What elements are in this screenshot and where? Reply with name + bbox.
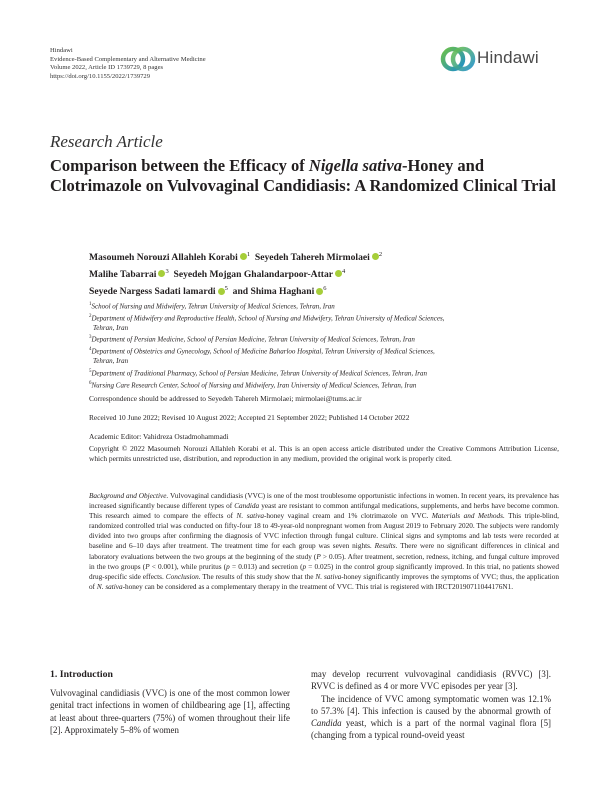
affiliation-item: $^4$Department of Obstetrics and Gynecology, School of Medicine Baharloo Hospital, Tehran University of Medical Sciences, Tehran, Iran (89, 347, 435, 366)
intro-right-column (311, 668, 551, 742)
article-type: Research Article (50, 132, 163, 151)
author-name[interactable]: Shima Haghani (250, 286, 315, 298)
journal-name: Evidence-Based Complementary and Alternative Medicine (50, 55, 206, 63)
publication-dates: Received 10 June 2022; Revised 10 August 2022; Accepted 21 September 2022; Published 14 October 2022 (89, 413, 410, 422)
author-name[interactable]: Seyedeh Mojgan Ghalandarpoor-Attar (173, 269, 334, 281)
hindawi-logo-text: Hindawi (477, 48, 539, 67)
hindawi-logo-icon (440, 44, 476, 74)
author-name[interactable]: Seyedeh Tahereh Mirmolaei (254, 252, 370, 264)
publisher-name: Hindawi (50, 47, 73, 54)
article-title: Comparison between the Efficacy of Nigella sativa-Honey and Clotrimazole on Vulvovaginal Candidiasis: A Randomized Clinical Trial (50, 156, 556, 195)
journal-header (50, 47, 206, 81)
orcid-icon[interactable] (335, 270, 342, 277)
intro-left-column: Vulvovaginal candidiasis (VVC) is one of the most common lower genital tract infections in women of childbearing age [1], affecting at least about three-quarters (75%) of women throughout their life [2]. Approximately 5–8% of women (50, 688, 290, 735)
volume-info: Volume 2022, Article ID 1739729, 8 pages (50, 64, 164, 72)
affiliation-item: $^5$Department of Traditional Pharmacy, School of Persian Medicine, Tehran University of Medical Sciences, Tehran, Iran (89, 368, 427, 378)
academic-editor: Academic Editor: Vahidreza Ostadmohammadi (89, 432, 229, 441)
affiliation-item: $^3$Department of Persian Medicine, School of Persian Medicine, Tehran University of Medical Sciences, Tehran, Iran (89, 335, 415, 344)
doi-link[interactable]: https://doi.org/10.1155/2022/1739729 (50, 72, 151, 80)
author-name[interactable]: Masoumeh Norouzi Allahleh Korabi (89, 252, 238, 264)
orcid-icon[interactable] (218, 288, 225, 295)
affiliation-item: $^6$Nursing Care Research Center, School of Nursing and Midwifery, Iran University of Medical Sciences, Tehran, Iran (89, 380, 417, 390)
affiliations (89, 300, 559, 391)
affiliation-item: $^2$Department of Midwifery and Reproductive Health, School of Nursing and Midwifery, Tehran University of Medical Sciences, Tehran, Iran (89, 313, 445, 332)
orcid-icon[interactable] (240, 253, 247, 260)
hindawi-logo[interactable] (440, 44, 552, 74)
author-name[interactable]: Malihe Tabarrai (89, 269, 157, 281)
intro-paragraph: may develop recurrent vulvovaginal candidiasis (RVVC) [3]. RVVC is defined as 4 or more VVC episodes per year [3]. (311, 669, 551, 692)
affiliation-item: $^1$School of Nursing and Midwifery, Tehran University of Medical Sciences, Tehran, Iran (89, 302, 335, 311)
author-name[interactable]: Seyede Nargess Sadati lamardi (89, 286, 216, 298)
intro-paragraph: The incidence of VVC among symptomatic women was 12.1% to 57.3% [4]. This infection is caused by the abnormal growth of Candida yeast, which is a part of the normal vaginal flora [5] (changing from a typical round-oveid yeast (311, 693, 551, 741)
author-list: Masoumeh Norouzi Allahleh Korabi $^1$ Seyedeh Tahereh Mirmolaei $^2$ Malihe Tabarrai $^3$ Seyedeh Mojgan Ghalandarpoor-Attar $^4$ Seyede Nargess Sadati lamardi $^5$ and Shima Haghani $^6$ (89, 251, 383, 298)
orcid-icon[interactable] (372, 253, 379, 260)
correspondence: Correspondence should be addressed to Seyedeh Tahereh Mirmolaei; mirmolaei@tums.ac.ir (89, 394, 362, 403)
copyright-notice: Copyright © 2022 Masoumeh Norouzi Allahleh Korabi et al. This is an open access article distributed under the Creative Commons Attribution License, which permits unrestricted use, distribution, and reproduction in any medium, provided the original work is properly cited. (89, 444, 559, 464)
section-heading-introduction: 1. Introduction (50, 669, 113, 680)
abstract: Background and Objective. Vulvovaginal candidiasis (VVC) is one of the most troublesome opportunistic infections in women. In recent years, its prevalence has increased significantly because different types of Candida yeast are resistant to common antifungal medications, supplements, and herbs have become common. This research aimed to compare the effects of N. sativa-honey vaginal cream and 1% clotrimazole on VVC. Materials and Methods. This triple-blind, randomized controlled trial was conducted on fifty-four 18 to 49-year-old nonpregnant women from August 2019 to February 2020. The subjects were randomly divided into two groups after confirming the diagnosis of VVC infection through fungal culture. Clinical signs and symptoms and lab tests were recorded at baseline and 6–10 days after treatment. The treatment time for each group was seven nights. Results. There were no significant differences in clinical and laboratory evaluations between the two groups at the beginning of the study (P > 0.05). After treatment, secretion, redness, itching, and fungal culture improved in the two groups (P < 0.001), while pruritus (p = 0.013) and secretion (p = 0.025) in the control group significantly improved. In this trial, no patients showed drug-specific side effects. Conclusion. The results of this study show that the N. sativa-honey significantly improves the symptoms of VVC; thus, the application of N. sativa-honey can be considered as a complementary therapy in the treatment of VVC. This trial is registered with IRCT20190711044176N1. (89, 492, 560, 591)
